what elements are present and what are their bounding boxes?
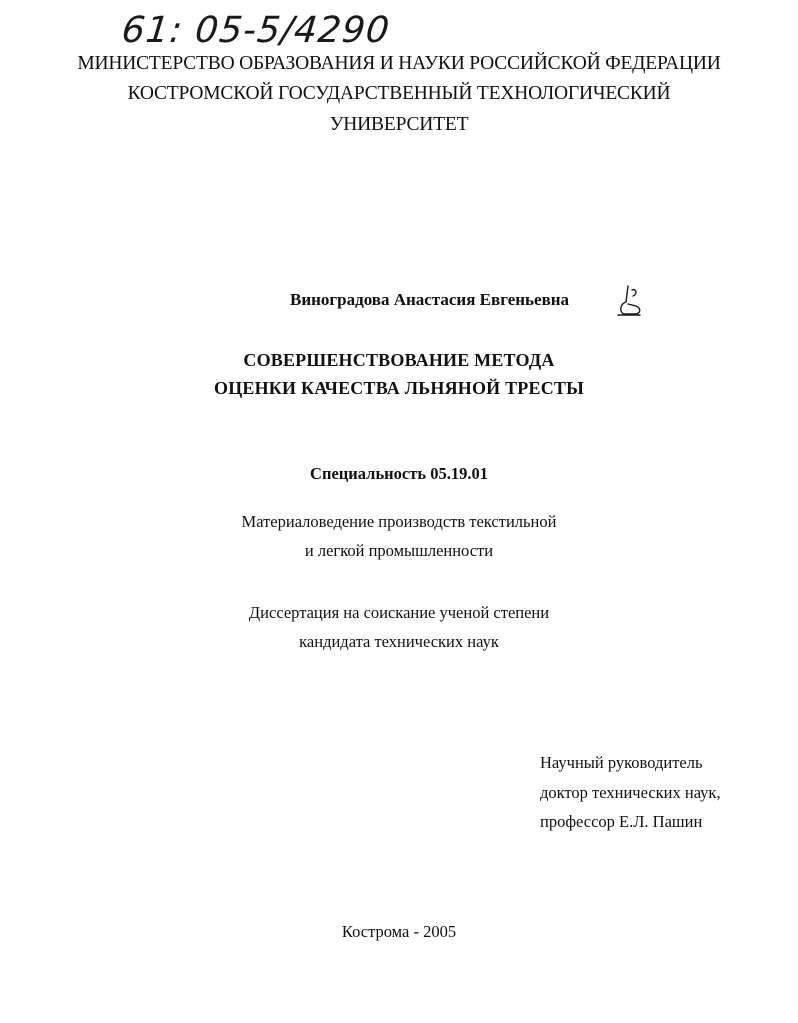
specialty-name-line-2: и легкой промышленности — [304, 541, 494, 560]
advisor-line-3: профессор Е.Л. Пашин — [540, 812, 703, 831]
institution-line-2: КОСТРОМСКОЙ ГОСУДАРСТВЕННЫЙ ТЕХНОЛОГИЧЕСКИЙ — [127, 83, 671, 104]
city-year: Кострома - 2005 — [341, 922, 457, 941]
thesis-title-line-2: ОЦЕНКИ КАЧЕСТВА ЛЬНЯНОЙ ТРЕСТЫ — [214, 378, 584, 398]
institution-line-3: УНИВЕРСИТЕТ — [329, 114, 469, 135]
degree-line-1: Диссертация на соискание ученой степени — [248, 603, 550, 622]
specialty-name-line-1: Материаловедение производств текстильной — [241, 512, 557, 531]
registration-stamp: 61: 05-5/4290 — [119, 10, 392, 51]
advisor-line-2: доктор технических наук, — [540, 783, 721, 802]
advisor-line-1: Научный руководитель — [540, 753, 703, 772]
institution-line-1: МИНИСТЕРСТВО ОБРАЗОВАНИЯ И НАУКИ РОССИЙСКОЙ ФЕДЕРАЦИИ — [77, 53, 721, 74]
thesis-title-line-1: СОВЕРШЕНСТВОВАНИЕ МЕТОДА — [243, 350, 555, 370]
author-signature — [614, 284, 644, 318]
specialty-code: Специальность 05.19.01 — [310, 464, 488, 483]
author-name: Виноградова Анастасия Евгеньевна — [290, 290, 570, 309]
degree-line-2: кандидата технических наук — [299, 632, 499, 651]
